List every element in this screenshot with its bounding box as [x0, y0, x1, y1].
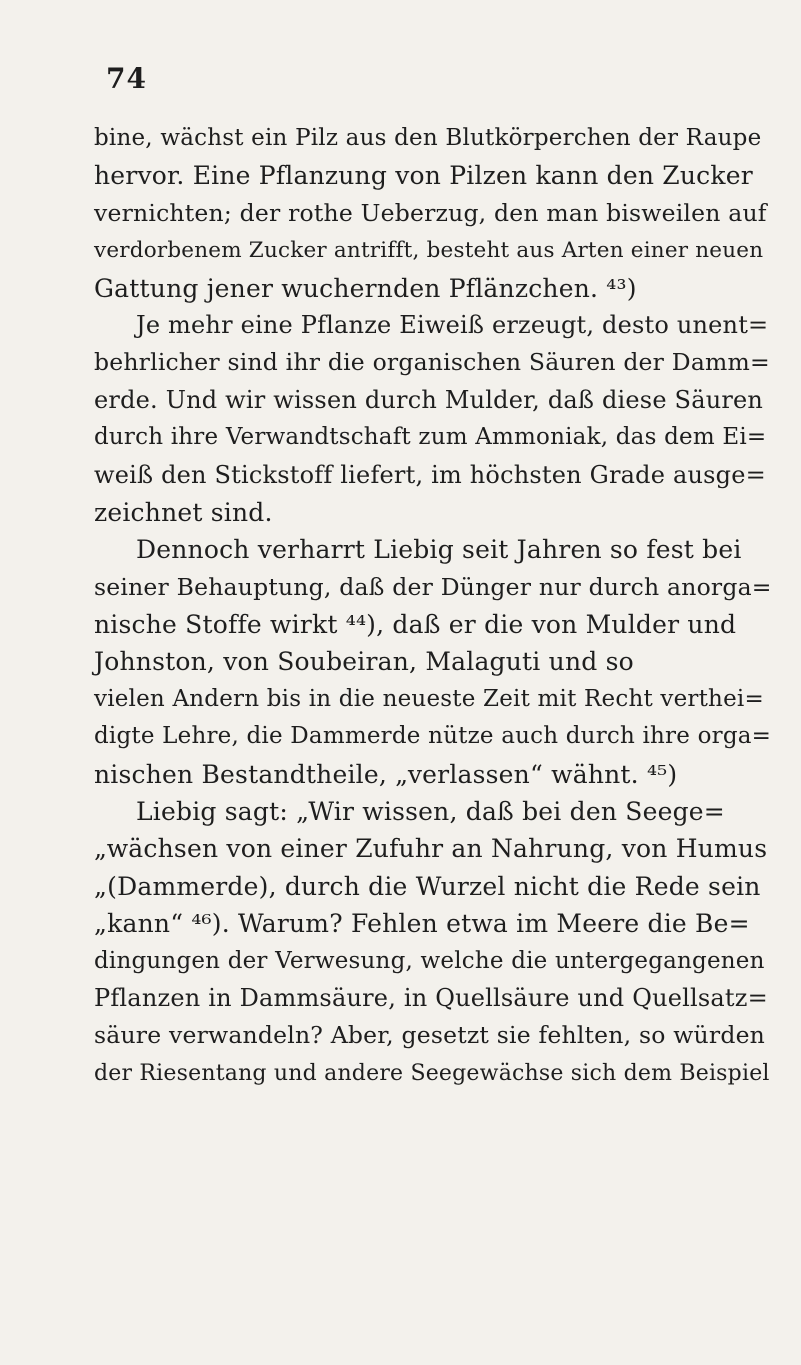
text-line: Dennoch verharrt Liebig seit Jahren so fest bei — [136, 535, 742, 565]
text-line: Liebig sagt: „Wir wissen, daß bei den Seege= — [136, 797, 725, 827]
text-line: dingungen der Verwesung, welche die untergegangenen — [94, 947, 765, 974]
text-line: Gattung jener wuchernden Pflänzchen. ⁴³) — [94, 273, 637, 303]
text-line: digte Lehre, die Dammerde nütze auch durch ihre orga= — [94, 723, 772, 750]
text-line: nische Stoffe wirkt ⁴⁴), daß er die von Mulder und — [94, 610, 737, 640]
text-line: erde. Und wir wissen durch Mulder, daß diese Säuren — [94, 385, 764, 414]
text-line: behrlicher sind ihr die organischen Säuren der Damm= — [94, 348, 770, 377]
text-line: Je mehr eine Pflanze Eiweiß erzeugt, desto unent= — [136, 310, 769, 339]
text-line: bine, wächst ein Pilz aus den Blutkörperchen der Raupe — [94, 125, 762, 151]
text-line: weiß den Stickstoff liefert, im höchsten Grade ausge= — [94, 460, 766, 489]
text-line: zeichnet sind. — [94, 497, 273, 527]
text-line: „wächsen von einer Zufuhr an Nahrung, von Humus — [94, 834, 768, 864]
text-line: nischen Bestandtheile, „verlassen“ wähnt. ⁴⁵) — [94, 759, 678, 789]
text-line: der Riesentang und andere Seegewächse sich dem Beispiel — [94, 1060, 770, 1086]
text-line: „kann“ ⁴⁶). Warum? Fehlen etwa im Meere die Be= — [94, 909, 750, 939]
text-line: durch ihre Verwandtschaft zum Ammoniak, das dem Ei= — [94, 424, 767, 451]
text-line: „(Dammerde), durch die Wurzel nicht die Rede sein — [94, 871, 761, 901]
body-text — [94, 120, 774, 1092]
text-line: seiner Behauptung, daß der Dünger nur durch anorga= — [94, 572, 772, 601]
text-line: säure verwandeln? Aber, gesetzt sie fehlten, so würden — [94, 1021, 766, 1050]
page-number: 74 — [106, 62, 147, 95]
text-line: hervor. Eine Pflanzung von Pilzen kann den Zucker — [94, 161, 753, 191]
text-line: verdorbenem Zucker antrifft, besteht aus Arten einer neuen — [94, 238, 764, 264]
text-line: Johnston, von Soubeiran, Malaguti und so — [94, 647, 634, 677]
text-line: Pflanzen in Dammsäure, in Quellsäure und Quellsatz= — [94, 983, 768, 1012]
text-line: vielen Andern bis in die neueste Zeit mit Recht verthei= — [94, 685, 764, 712]
text-line: vernichten; der rothe Ueberzug, den man bisweilen auf — [94, 198, 767, 227]
